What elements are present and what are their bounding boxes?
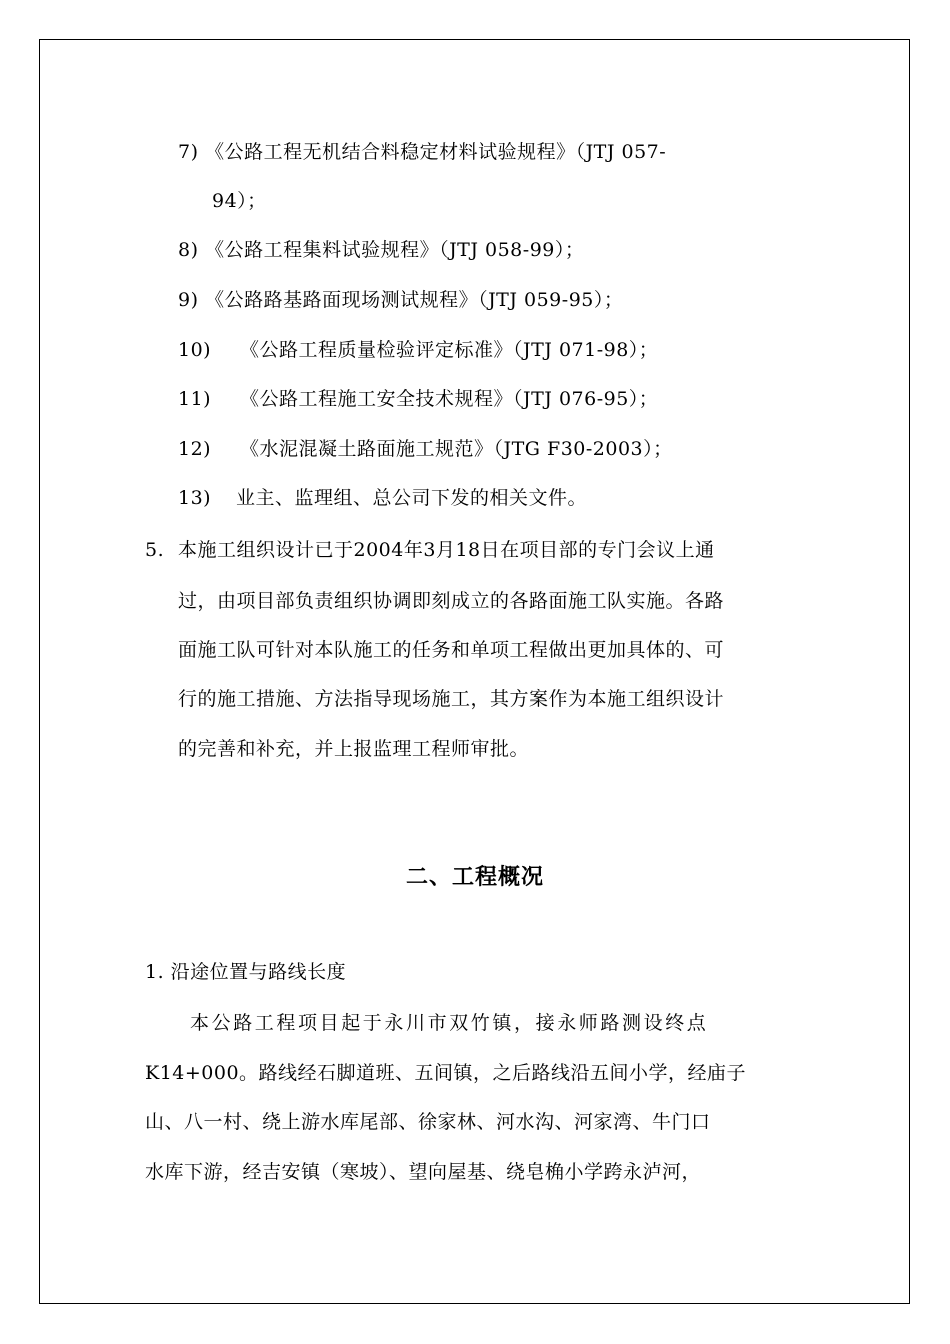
reference-text: 业主、监理组、总公司下发的相关文件。 <box>236 487 588 509</box>
reference-number: 7) <box>178 141 199 163</box>
reference-text: 《公路路基路面现场测试规程》（JTJ 059-95）； <box>205 289 624 311</box>
reference-item-7 <box>178 140 666 164</box>
reference-number: 12) <box>178 438 212 460</box>
reference-text: 《水泥混凝土路面施工规范》（JTG F30-2003）； <box>240 438 673 460</box>
subsection-line-2: K14+000。路线经石脚道班、五间镇，之后路线沿五间小学，经庙子 <box>145 1062 747 1084</box>
reference-number: 11) <box>178 388 212 410</box>
reference-number: 8) <box>178 239 199 261</box>
reference-item-7-continuation: 94）； <box>212 190 267 212</box>
reference-text: 《公路工程质量检验评定标准》（JTJ 071-98）； <box>240 339 659 361</box>
subsection-heading: 1. 沿途位置与路线长度 <box>145 961 347 983</box>
reference-number: 10) <box>178 339 212 361</box>
reference-item-10 <box>178 338 658 362</box>
item-number: 5. <box>145 539 165 561</box>
reference-item-9 <box>178 288 623 312</box>
item-5-line-4: 行的施工措施、方法指导现场施工，其方案作为本施工组织设计 <box>178 688 725 710</box>
item-5-line-5: 的完善和补充，并上报监理工程师审批。 <box>178 738 530 760</box>
subsection-line-1: 本公路工程项目起于永川市双竹镇，接永师路测设终点 <box>190 1012 709 1034</box>
reference-item-8 <box>178 238 584 262</box>
reference-number: 13) <box>178 487 212 509</box>
subsection-line-3: 山、八一村、绕上游水库尾部、徐家林、河水沟、河家湾、牛门口 <box>145 1111 711 1133</box>
reference-item-13 <box>178 486 587 510</box>
reference-item-12 <box>178 437 673 461</box>
reference-text: 《公路工程施工安全技术规程》（JTJ 076-95）； <box>240 388 659 410</box>
reference-number: 9) <box>178 289 199 311</box>
section-title: 二、工程概况 <box>405 865 544 890</box>
item-5-line-1 <box>145 538 715 562</box>
paragraph-text: 本施工组织设计已于2004年3月18日在项目部的专门会议上通 <box>178 539 715 561</box>
reference-text: 《公路工程无机结合料稳定材料试验规程》（JTJ 057- <box>205 141 667 163</box>
reference-item-11 <box>178 387 658 411</box>
reference-text: 《公路工程集料试验规程》（JTJ 058-99）； <box>205 239 585 261</box>
item-5-line-2: 过，由项目部负责组织协调即刻成立的各路面施工队实施。各路 <box>178 590 725 612</box>
subsection-line-4: 水库下游，经吉安镇（寒坡）、望向屋基、绕皂桷小学跨永泸河， <box>145 1161 702 1183</box>
item-5-line-3: 面施工队可针对本队施工的任务和单项工程做出更加具体的、可 <box>178 639 725 661</box>
